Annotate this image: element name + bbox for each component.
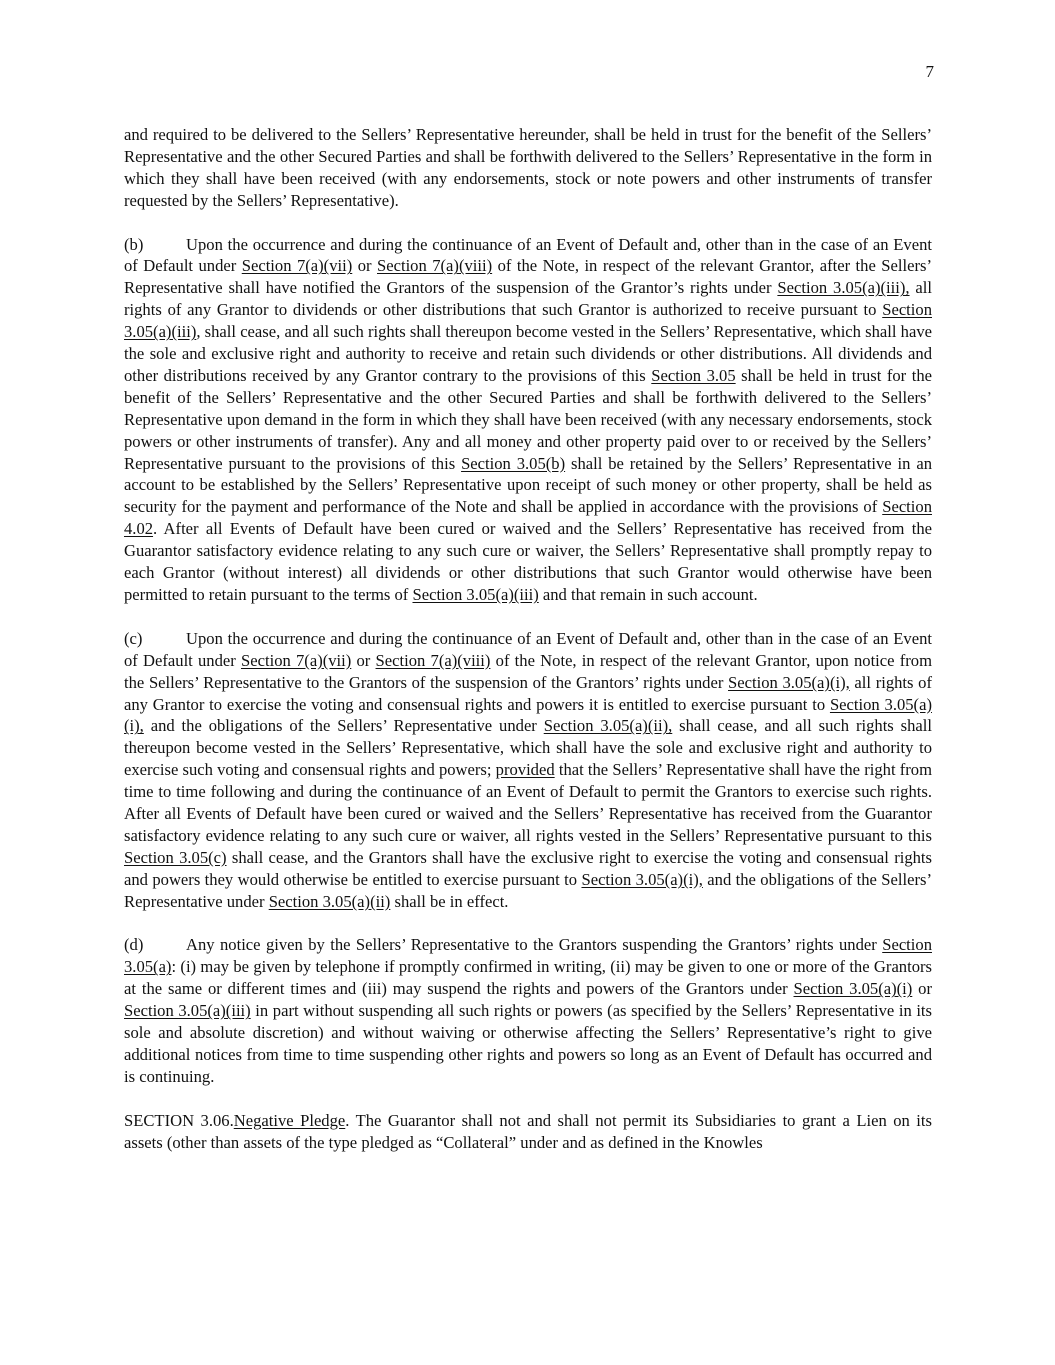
section-reference: Section 3.05(a)(i) [793, 979, 913, 999]
document-body [124, 124, 932, 1175]
section-reference: Section 7(a)(viii) [377, 256, 493, 276]
section-reference: Section 3.05(b) [461, 453, 566, 473]
paragraph [124, 628, 932, 913]
section-reference: Section 3.05(a)(iii), [777, 278, 910, 298]
section-reference: Section 7(a)(viii) [375, 650, 491, 670]
paragraph-text: : (i) may be given by telephone if promptly confirmed in writing, (ii) may be given to one or more of the Grantors at the same or different times and (iii) may suspend the rights and powers of the Grantors under [124, 957, 932, 999]
paragraph-text: in part without suspending all such rights or powers (as specified by the Sellers’ Representative in its sole and absolute discretion) and without waiving or otherwise affecting the Sellers’ Representative’s right to give additional notices from time to time suspending other rights and powers so long as an Event of Default has occurred and is continuing. [124, 1001, 932, 1086]
paragraph-text: shall cease, and all such rights shall thereupon become vested in the Sellers’ Representative, which shall have the sole and exclusive right and authority to exercise such voting and consensual rights and powers; [124, 716, 932, 780]
paragraph-text: all rights of any Grantor to dividends or other distributions that such Grantor is authorized to receive pursuant to [124, 278, 932, 320]
paragraph-text: . After all Events of Default have been cured or waived and the Sellers’ Representative has received from the Guarantor satisfactory evidence relating to any such cure or waiver, the Sellers’ Representative shall promptly repay to each Grantor (without interest) all dividends or other distributions that such Grantor would otherwise have been permitted to retain pursuant to the terms of [124, 519, 932, 605]
paragraph-text: shall be retained by the Sellers’ Representative in an account to be established by the Sellers’ Representative upon receipt of such money or other property, shall be held as security for the payment and performance of the Note and shall be applied in accordance with the provisions of [124, 453, 932, 517]
paragraph-text: Upon the occurrence and during the continuance of an Event of Default and, other than in the case of an Event of Default under [124, 628, 932, 670]
paragraph [124, 234, 932, 606]
paragraph-text: , shall cease, and all such rights shall thereupon become vested in the Sellers’ Representative, which shall have the sole and exclusive right and authority to receive and retain such dividends or other distributions. All dividends and other distributions received by any Grantor contrary to the provisions of this [124, 322, 932, 385]
section-reference: Section 3.05(a)(i), [728, 672, 850, 692]
section-reference: Section 7(a)(vii) [241, 256, 353, 276]
section-reference: Section 3.05(a)(ii), [543, 716, 673, 736]
section-reference: Section 3.05(a) [124, 935, 932, 977]
paragraph-text: and required to be delivered to the Sellers’ Representative hereunder, shall be held in trust for the benefit of the Sellers’ Representative and the other Secured Parties and shall be forthwith delivered to the Sellers’ Representative in the form in which they shall have been received (with any endorsements, stock or note powers and other instruments of transfer requested by the Sellers’ Representative). [124, 125, 932, 210]
section-reference: provided [495, 760, 555, 780]
paragraph [124, 124, 932, 212]
section-heading: SECTION 3.06. [124, 1110, 234, 1130]
paragraph-text: all rights of any Grantor to exercise the voting and consensual rights and powers it is entitled to exercise pursuant to [124, 672, 932, 714]
section-reference: Section 7(a)(vii) [241, 650, 352, 670]
paragraph-text: that the Sellers’ Representative shall have the right from time to time following and during the continuance of an Event of Default to permit the Grantors to exercise such rights. After all Events of Default have been cured or waived and the Sellers’ Representative has received from the Guarantor satisfactory evidence relating to any such cure or waiver, all rights vested in the Sellers’ Representative pursuant to this [124, 760, 932, 845]
paragraph-label: (d) [124, 935, 144, 955]
section-reference: Section 3.05(a)(iii) [124, 300, 932, 342]
paragraph-label: (c) [124, 628, 143, 648]
section-reference: Section 3.05(a)(iii) [412, 585, 539, 605]
page-number: 7 [925, 62, 934, 81]
paragraph-text: of the Note, in respect of the relevant Grantor, after the Sellers’ Representative shall have notified the Grantors of the suspension of the Grantor’s rights under [124, 256, 932, 298]
paragraph-text: Upon the occurrence and during the continuance of an Event of Default and, other than in the case of an Event of Default under [124, 234, 932, 276]
section-reference: Section 3.05(c) [124, 847, 227, 867]
paragraph-text: or [352, 256, 377, 276]
paragraph-text: Any notice given by the Sellers’ Representative to the Grantors suspending the Grantors’ rights under [186, 935, 883, 955]
paragraph [124, 934, 932, 1087]
paragraph-text: of the Note, in respect of the relevant Grantor, upon notice from the Sellers’ Representative to the Grantors of the suspension of the Grantors’ rights under [124, 650, 932, 692]
paragraph-text: or [351, 650, 376, 670]
section-reference: Section 4.02 [124, 497, 932, 539]
section-reference: Section 3.05(a)(i), [581, 869, 703, 889]
section-reference: Section 3.05(a)(ii) [268, 891, 391, 911]
section-reference: Section 3.05(a)(iii) [124, 1001, 251, 1021]
paragraph-text: shall cease, and the Grantors shall have the exclusive right to exercise the voting and consensual rights and powers they would otherwise be entitled to exercise pursuant to [124, 847, 932, 889]
paragraph-text: shall be in effect. [390, 891, 509, 911]
section-reference: Section 3.05 [651, 365, 736, 385]
section-reference: Negative Pledge [233, 1110, 346, 1130]
paragraph [124, 1110, 932, 1154]
paragraph-text: . The Guarantor shall not and shall not permit its Subsidiaries to grant a Lien on its assets (other than assets of the type pledged as “Collateral” under and as defined in the Knowles [124, 1110, 932, 1152]
paragraph-label: (b) [124, 234, 144, 254]
paragraph-text: or [912, 979, 932, 999]
section-reference: Section 3.05(a)(i), [124, 694, 932, 736]
paragraph-text: and the obligations of the Sellers’ Representative under [124, 869, 932, 911]
paragraph-text: shall be held in trust for the benefit of the Sellers’ Representative and the other Secured Parties and shall be forthwith delivered to the Sellers’ Representative upon demand in the form in which they shall have been received (with any necessary endorsements, stock powers or other instruments of transfer). Any and all money and other property paid over to or received by the Sellers’ Representative pursuant to the provisions of this [124, 365, 933, 473]
paragraph-text: and that remain in such account. [538, 585, 758, 605]
paragraph-text: and the obligations of the Sellers’ Representative under [143, 716, 544, 736]
